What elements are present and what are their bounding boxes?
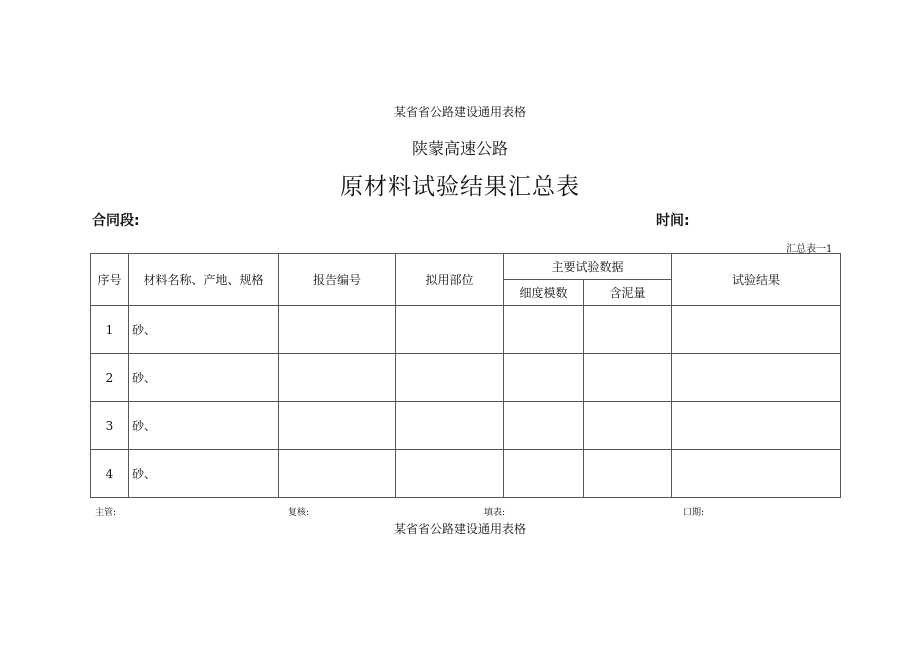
header-result: 试验结果 bbox=[672, 254, 841, 306]
row-fineness-cell[interactable] bbox=[504, 402, 584, 450]
row-material: 砂、 bbox=[129, 306, 279, 354]
table-row bbox=[91, 450, 841, 498]
row-seq: 3 bbox=[91, 402, 129, 450]
page-title: 原材料试验结果汇总表 bbox=[340, 174, 580, 200]
reviewer-signature-label: 复核: bbox=[288, 508, 310, 518]
header-report-no: 报告编号 bbox=[279, 254, 396, 306]
row-use-location-cell[interactable] bbox=[396, 450, 504, 498]
footer-agency-line: 某省省公路建设通用表格 bbox=[393, 522, 526, 536]
row-mud-content-cell[interactable] bbox=[584, 306, 672, 354]
row-report-no-cell[interactable] bbox=[279, 354, 396, 402]
header-seq: 序号 bbox=[91, 254, 129, 306]
project-name: 陕蒙高速公路 bbox=[411, 139, 508, 158]
row-fineness-cell[interactable] bbox=[504, 306, 584, 354]
row-seq: 1 bbox=[91, 306, 129, 354]
row-material: 砂、 bbox=[129, 354, 279, 402]
header-main-data: 主要试验数据 bbox=[504, 254, 672, 280]
time-label: 时间: bbox=[656, 213, 690, 229]
header-use-location: 拟用部位 bbox=[396, 254, 504, 306]
form-number: 汇总表一1 bbox=[786, 244, 833, 255]
header-fineness: 细度模数 bbox=[504, 280, 584, 306]
row-result-cell[interactable] bbox=[672, 306, 841, 354]
row-material: 砂、 bbox=[129, 450, 279, 498]
table-row bbox=[91, 402, 841, 450]
supervisor-signature-label: 主管: bbox=[95, 508, 117, 518]
row-seq: 4 bbox=[91, 450, 129, 498]
row-report-no-cell[interactable] bbox=[279, 402, 396, 450]
row-fineness-cell[interactable] bbox=[504, 450, 584, 498]
table-row bbox=[91, 306, 841, 354]
date-signature-label: 口期: bbox=[683, 508, 705, 518]
row-mud-content-cell[interactable] bbox=[584, 450, 672, 498]
row-material: 砂、 bbox=[129, 402, 279, 450]
header-material: 材料名称、产地、规格 bbox=[129, 254, 279, 306]
row-mud-content-cell[interactable] bbox=[584, 402, 672, 450]
row-use-location-cell[interactable] bbox=[396, 402, 504, 450]
contract-section-label: 合同段: bbox=[92, 213, 140, 229]
row-use-location-cell[interactable] bbox=[396, 354, 504, 402]
row-fineness-cell[interactable] bbox=[504, 354, 584, 402]
row-result-cell[interactable] bbox=[672, 354, 841, 402]
row-report-no-cell[interactable] bbox=[279, 450, 396, 498]
row-mud-content-cell[interactable] bbox=[584, 354, 672, 402]
row-result-cell[interactable] bbox=[672, 450, 841, 498]
materials-summary-table bbox=[90, 253, 841, 498]
row-seq: 2 bbox=[91, 354, 129, 402]
row-result-cell[interactable] bbox=[672, 402, 841, 450]
table-row bbox=[91, 354, 841, 402]
filler-signature-label: 填表: bbox=[484, 508, 506, 518]
table-header-row bbox=[91, 254, 841, 280]
row-use-location-cell[interactable] bbox=[396, 306, 504, 354]
header-mud-content: 含泥量 bbox=[584, 280, 672, 306]
header-agency-line: 某省省公路建设通用表格 bbox=[393, 105, 526, 119]
row-report-no-cell[interactable] bbox=[279, 306, 396, 354]
